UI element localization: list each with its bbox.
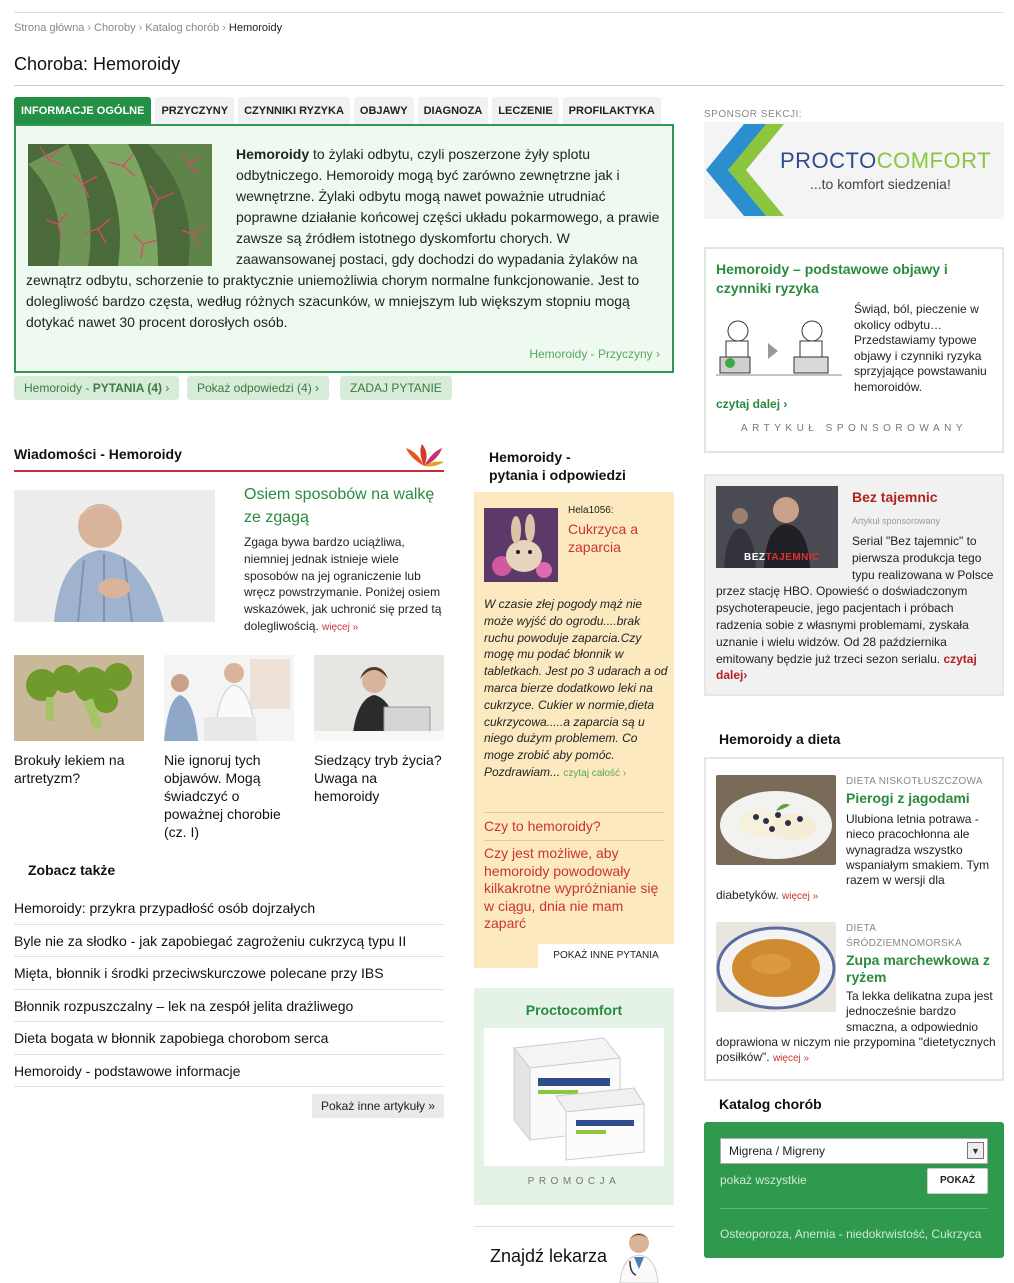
- news-section-title: Wiadomości - Hemoroidy: [14, 446, 182, 462]
- read-full-link[interactable]: czytaj całość ›: [563, 767, 627, 779]
- tab-objawy[interactable]: OBJAWY: [354, 97, 414, 125]
- tab-leczenie[interactable]: LECZENIE: [492, 97, 558, 125]
- sponsored-article-title[interactable]: Hemoroidy – podstawowe objawy i czynniki ryzyka: [716, 261, 948, 296]
- title-divider: [14, 85, 1004, 86]
- more-link[interactable]: więcej »: [772, 1053, 810, 1065]
- qa-username: Hela1056:: [568, 505, 614, 516]
- see-also-list: [14, 892, 444, 1087]
- diet-recipe-title[interactable]: Pierogi z jagodami: [846, 790, 970, 806]
- bez-tajemnic-title[interactable]: Bez tajemnic: [852, 489, 938, 505]
- general-info-panel: [14, 124, 674, 373]
- sponsored-symptoms-panel: [704, 247, 1004, 453]
- promo-label: PROMOCJA: [527, 1176, 621, 1187]
- sponsor-label: SPONSOR SEKCJI:: [704, 109, 803, 120]
- sponsor-brand-part-b: COMFORT: [876, 148, 992, 173]
- tab-profilaktyka[interactable]: PROFILAKTYKA: [563, 97, 661, 125]
- ask-question-button[interactable]: ZADAJ PYTANIE: [340, 376, 452, 400]
- questions-prefix: Hemoroidy -: [24, 381, 93, 395]
- see-also-item[interactable]: Hemoroidy - podstawowe informacje: [14, 1055, 444, 1088]
- sponsor-brand: [780, 148, 991, 174]
- questions-button[interactable]: [14, 376, 179, 400]
- top-divider: [14, 12, 1004, 13]
- diet-recipe-text: [716, 812, 998, 905]
- diet-category-line-1: DIETA: [846, 923, 877, 934]
- show-more-articles-button[interactable]: Pokaż inne artykuły »: [312, 1094, 444, 1118]
- info-description: to żylaki odbytu, czyli poszerzone żyły splotu odbytniczego. Hemoroidy mogą być zarówno zewnętrzne jak i wewnętrzne. Żylaki odbytu mogą nawet poważnie utrudniać poprawne działanie końcowej części układu pokarmowego, a prawie zawsze są źródłem istotnego dyskomfortu chorych. W zaawansowanej postaci, gdy dochodzi do wypadania żylaków na zewnątrz odbytu, schorzenie to praktycznie uniemożliwia chorym normalne funkcjonowanie. Jest to dolegliwość bardzo częsta, według różnych szacunków, w mniejszym lub większym stopniu mogą dotykać nawet 30 procent dorosłych osób.: [26, 146, 660, 330]
- qa-question-link[interactable]: Czy to hemoroidy?: [484, 818, 601, 834]
- promo-panel: [474, 988, 674, 1205]
- sponsored-subtitle: Artykuł sponsorowany: [852, 516, 941, 526]
- info-bold-term: Hemoroidy: [236, 146, 310, 162]
- qa-title-line-1: Hemoroidy -: [489, 449, 571, 465]
- read-more-link[interactable]: czytaj dalej›: [716, 651, 977, 683]
- qa-question-text: W czasie złej pogody mąż nie może wyjść do ogrodu....brak ruchu powoduje zaparcia.Czy mogę mu podać błonnik w tabletkach. Jest po 3 udarach a od marca bierze dodatkowo leki na cukrzyce. Cukier w normie,dieta cukrzycowa.....a zaparcia są u niego dużym problemem. Co moge zrobić aby pomóc. Pozdrawiam...: [484, 597, 668, 779]
- diet-recipe-description: Ta lekka delikatna zupa jest jednocześnie bardzo smaczna, a odpowiednio doprawiona w niczym nie przypomina "dietetycznych posiłków".: [716, 989, 996, 1065]
- news-divider: [14, 470, 444, 472]
- see-also-title: Zobacz także: [28, 862, 116, 878]
- see-also-item[interactable]: Błonnik rozpuszczalny – lek na zespół jelita drażliwego: [14, 990, 444, 1023]
- tab-informacje-ogolne[interactable]: INFORMACJE OGÓLNE: [14, 97, 151, 125]
- diet-category: DIETA NISKOTŁUSZCZOWA: [846, 776, 983, 787]
- disease-select[interactable]: [720, 1138, 988, 1164]
- diet-recipe-title[interactable]: Zupa marchewkowa z ryżem: [846, 952, 990, 985]
- qa-title: [489, 448, 659, 484]
- breadcrumb-current: Hemoroidy: [228, 22, 283, 34]
- qa-question-link[interactable]: Cukrzyca a zaparcia: [568, 521, 639, 555]
- diet-recipe-description: Ulubiona letnia potrawa - nieco pracochłonna ale wynagradza wszystko wspaniałym smakiem. Tym razem w wersji dla diabetyków.: [716, 812, 990, 903]
- news-main-description: Zgaga bywa bardzo uciążliwa, niemniej jednak istnieje wiele sposobów na jej ograniczenie lub wręcz powstrzymanie. Poniżej osiem wskazówek, jak uchronić się przed tą dolegliwością.: [244, 535, 442, 633]
- broccoli-image[interactable]: [14, 655, 144, 741]
- doctor-patient-image[interactable]: [164, 655, 294, 741]
- news-thumb-caption[interactable]: Siedzący tryb życia? Uwaga na hemoroidy: [314, 752, 442, 804]
- read-more-link[interactable]: czytaj dalej ›: [716, 397, 788, 411]
- product-box-image[interactable]: [484, 1028, 664, 1166]
- show-other-questions-button[interactable]: POKAŻ INNE PYTANIA: [538, 944, 674, 968]
- heartburn-man-image[interactable]: [14, 490, 215, 622]
- bez-tajemnic-logo: [744, 552, 820, 563]
- diet-recipe-text: [716, 989, 998, 1066]
- diet-panel: [704, 757, 1004, 1081]
- sponsor-banner[interactable]: [704, 122, 1004, 219]
- sponsor-tagline: ...to komfort siedzenia!: [810, 176, 951, 192]
- news-main-title[interactable]: Osiem sposobów na walkę ze zgagą: [244, 486, 435, 526]
- qa-question-link[interactable]: Czy jest możliwe, aby hemoroidy powodowały kilkakrotne wypróżnianie się w ciągu, dnia nie mam zaparć: [484, 845, 659, 931]
- questions-count: PYTANIA (4): [92, 381, 163, 395]
- bez-tajemnic-panel: [704, 474, 1004, 696]
- leaf-decoration-icon: [404, 444, 444, 468]
- news-main-text: [244, 534, 447, 637]
- breadcrumb-choroby[interactable]: Choroby: [94, 22, 136, 34]
- qa-divider: [484, 840, 664, 841]
- promo-title[interactable]: Proctocomfort: [525, 1002, 623, 1018]
- see-also-item[interactable]: Byle nie za słodko - jak zapobiegać zagrożeniu cukrzycą typu II: [14, 925, 444, 958]
- next-section-link[interactable]: Hemoroidy - Przyczyny ›: [529, 347, 660, 361]
- popular-diseases-links[interactable]: Osteoporoza, Anemia - niedokrwistość, Cukrzyca: [720, 1227, 982, 1241]
- disease-tabs: [14, 97, 661, 125]
- breadcrumb-katalog[interactable]: Katalog chorób: [145, 22, 220, 34]
- tab-diagnoza[interactable]: DIAGNOZA: [418, 97, 489, 125]
- qa-question-body: [484, 596, 668, 783]
- tab-czynniki-ryzyka[interactable]: CZYNNIKI RYZYKA: [238, 97, 350, 125]
- qa-panel: [474, 492, 674, 968]
- qa-divider: [484, 812, 664, 813]
- office-woman-image[interactable]: [314, 655, 444, 741]
- bez-tajemnic-logo-part-b: TAJEMNIC: [765, 552, 820, 563]
- qa-title-line-2: pytania i odpowiedzi: [489, 467, 626, 483]
- diet-category-line-2: ŚRÓDZIEMNOMORSKA: [846, 938, 962, 949]
- selected-disease: Migrena / Migreny: [729, 1144, 826, 1158]
- see-also-item[interactable]: Hemoroidy: przykra przypadłość osób dojrzałych: [14, 892, 444, 925]
- breadcrumb-separator: ›: [222, 22, 226, 34]
- breadcrumb: [14, 22, 282, 34]
- cactus-image: [28, 144, 212, 266]
- see-also-item[interactable]: Mięta, błonnik i środki przeciwskurczowe polecane przy IBS: [14, 957, 444, 990]
- catalog-panel: [704, 1122, 1004, 1258]
- news-thumb-caption[interactable]: Nie ignoruj tych objawów. Mogą świadczyć o poważnej chorobie (cz. I): [164, 752, 281, 840]
- rabbit-avatar-image: [484, 508, 558, 582]
- page-title: Choroba: Hemoroidy: [14, 54, 181, 74]
- breadcrumb-separator: ›: [87, 22, 91, 34]
- show-answers-button[interactable]: Pokaż odpowiedzi (4) ›: [187, 376, 329, 400]
- tab-przyczyny[interactable]: PRZYCZYNY: [155, 97, 234, 125]
- bez-tajemnic-logo-part-a: BEZ: [744, 552, 766, 563]
- breadcrumb-separator: ›: [138, 22, 143, 34]
- sponsor-brand-part-a: PROCTO: [780, 148, 877, 173]
- show-button[interactable]: POKAŻ: [927, 1168, 988, 1194]
- diet-section-title: Hemoroidy a dieta: [719, 731, 841, 747]
- bez-tajemnic-description: Serial "Bez tajemnic" to pierwsza produkcja tego typu realizowana w Polsce przez stację HBO. Opowieść o doświadczonym psychoterapeucie, jego pacjentach i próbach radzenia sobie z własnymi problemami, zyskała uznanie i wielu widzów. Od 28 października emitowany będzie już trzeci sezon serialu.: [716, 534, 994, 666]
- more-link[interactable]: więcej »: [782, 891, 819, 903]
- sponsored-footer: ARTYKUŁ SPONSOROWANY: [740, 423, 968, 434]
- find-doctor-title[interactable]: Znajdź lekarza: [490, 1246, 608, 1266]
- doctor-icon: [616, 1229, 662, 1283]
- more-link[interactable]: więcej »: [322, 621, 359, 633]
- find-doctor-panel[interactable]: [474, 1226, 674, 1283]
- sponsored-article-text: Świąd, ból, pieczenie w okolicy odbytu… Przedstawiamy typowe objawy i czynniki ryzyka sprzyjające powstawaniu hemoroidów.: [854, 302, 987, 394]
- breadcrumb-home[interactable]: Strona główna: [14, 22, 85, 34]
- catalog-title: Katalog chorób: [719, 1096, 822, 1112]
- questions-suffix: ›: [162, 381, 170, 395]
- see-also-item[interactable]: Dieta bogata w błonnik zapobiega chorobom serca: [14, 1022, 444, 1055]
- catalog-divider: [720, 1208, 988, 1209]
- chevron-down-icon[interactable]: ▼: [967, 1142, 984, 1159]
- news-thumb-caption[interactable]: Brokuły lekiem na artretyzm?: [14, 752, 125, 786]
- show-all-link[interactable]: pokaż wszystkie: [720, 1173, 807, 1187]
- toilet-cartoon-image: [716, 317, 842, 377]
